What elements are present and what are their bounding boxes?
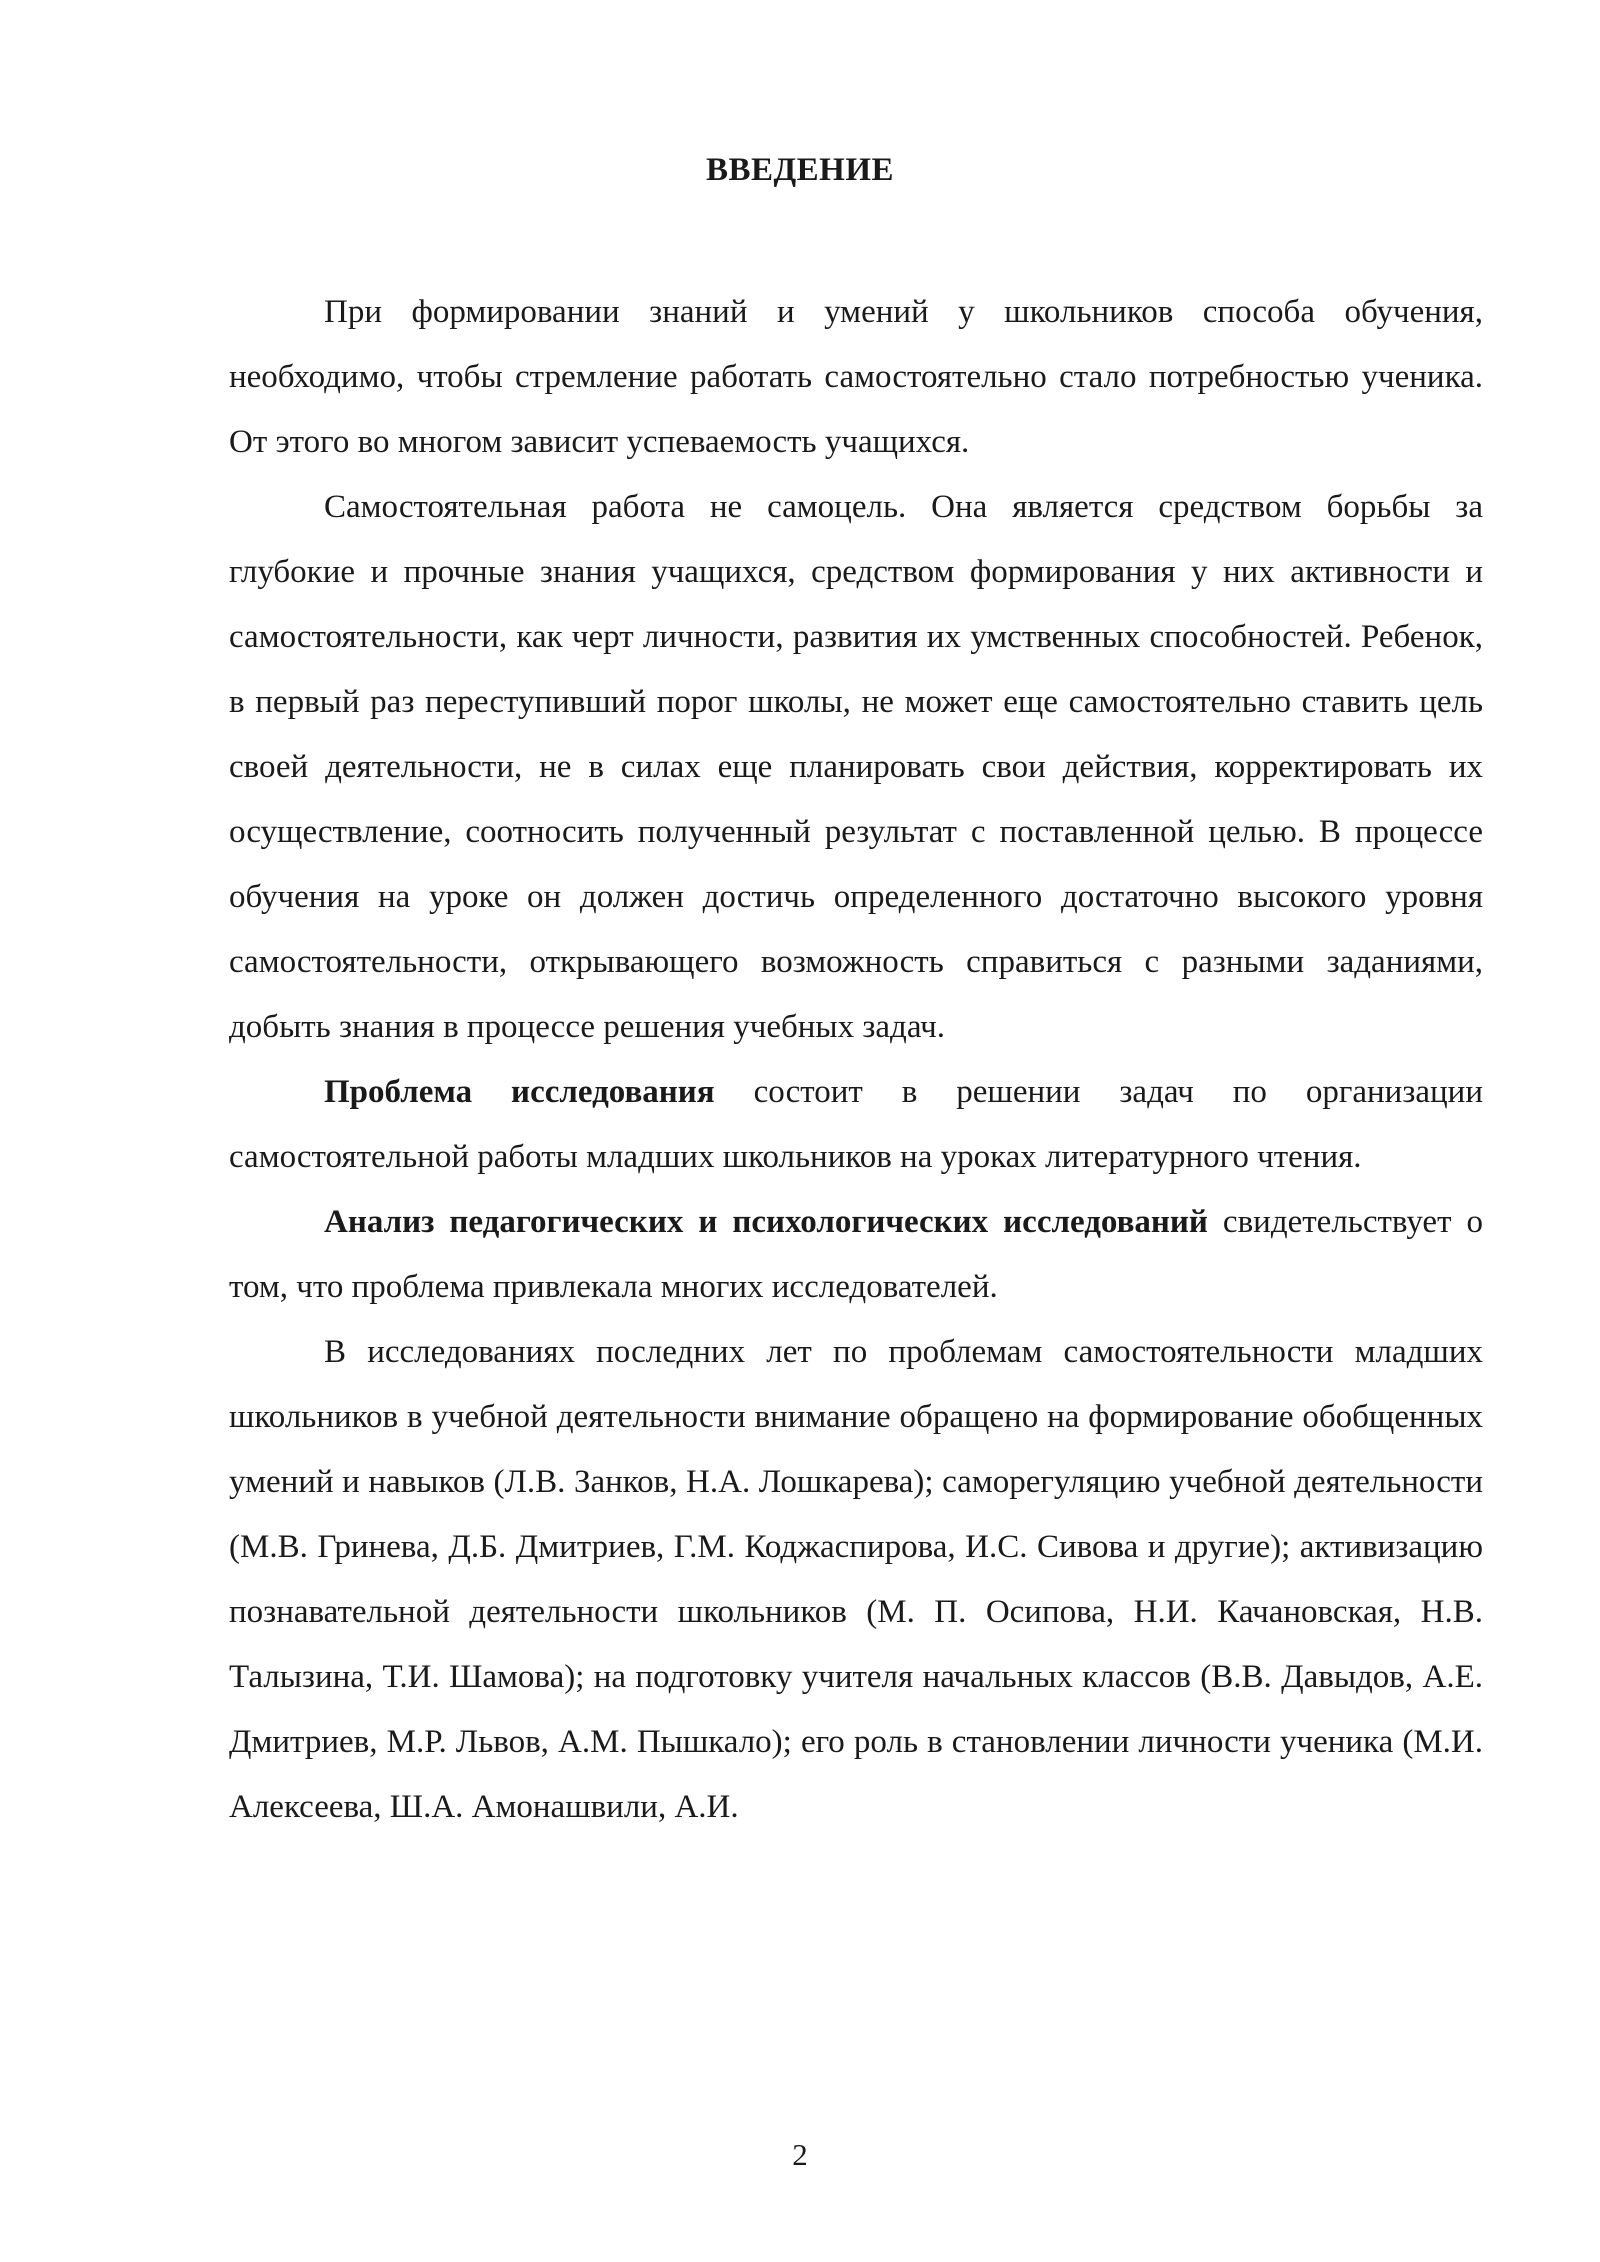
paragraph-1 [229, 280, 1483, 475]
analysis-lead: Анализ педагогических и психологических исследований [324, 1204, 1208, 1240]
paragraph-research-problem [229, 1060, 1483, 1190]
paragraph-5-text: В исследованиях последних лет по проблемам самостоятельности младших школьников в учебной деятельности внимание обращено на формирование обобщенных умений и навыков (Л.В. Занков, Н.А. Лошкарева); саморегуляцию учебной деятельности (М.В. Гринева, Д.Б. Дмитриев, Г.М. Коджаспирова, И.С. Сивова и другие); активизацию познавательной деятельности школьников (М. П. Осипова, Н.И. Качановская, Н.В. Талызина, Т.И. Шамова); на подготовку учителя начальных классов (В.В. Давыдов, А.Е. Дмитриев, М.Р. Львов, А.М. Пышкало); его роль в становлении личности ученика (М.И. Алексеева, Ш.А. Амонашвили, А.И. [229, 1334, 1483, 1825]
paragraph-analysis [229, 1190, 1483, 1320]
paragraph-2-text: Самостоятельная работа не самоцель. Она является средством борьбы за глубокие и прочные знания учащихся, средством формирования у них активности и самостоятельности, как черт личности, развития их умственных способностей. Ребенок, в первый раз переступивший порог школы, не может еще самостоятельно ставить цель своей деятельности, не в силах еще планировать свои действия, корректировать их осуществление, соотносить полученный результат с поставленной целью. В процессе обучения на уроке он должен достичь определенного достаточно высокого уровня самостоятельности, открывающего возможность справиться с разными заданиями, добыть знания в процессе решения учебных задач. [229, 489, 1483, 1045]
page-number: 2 [792, 2137, 808, 2172]
research-problem-lead: Проблема исследования [324, 1074, 715, 1110]
research-problem-text: состоит в решении задач по организации самостоятельной работы младших школьников на уроках литературного чтения. [229, 1074, 1483, 1175]
paragraph-2 [229, 475, 1483, 1060]
page-title: ВВЕДЕНИЕ [705, 152, 895, 188]
paragraph-5 [229, 1320, 1483, 1840]
analysis-text: свидетельствует о том, что проблема привлекала многих исследователей. [229, 1204, 1483, 1305]
document-body [229, 280, 1483, 1840]
paragraph-1-text: При формировании знаний и умений у школьников способа обучения, необходимо, чтобы стремление работать самостоятельно стало потребностью ученика. От этого во многом зависит успеваемость учащихся. [229, 294, 1483, 460]
